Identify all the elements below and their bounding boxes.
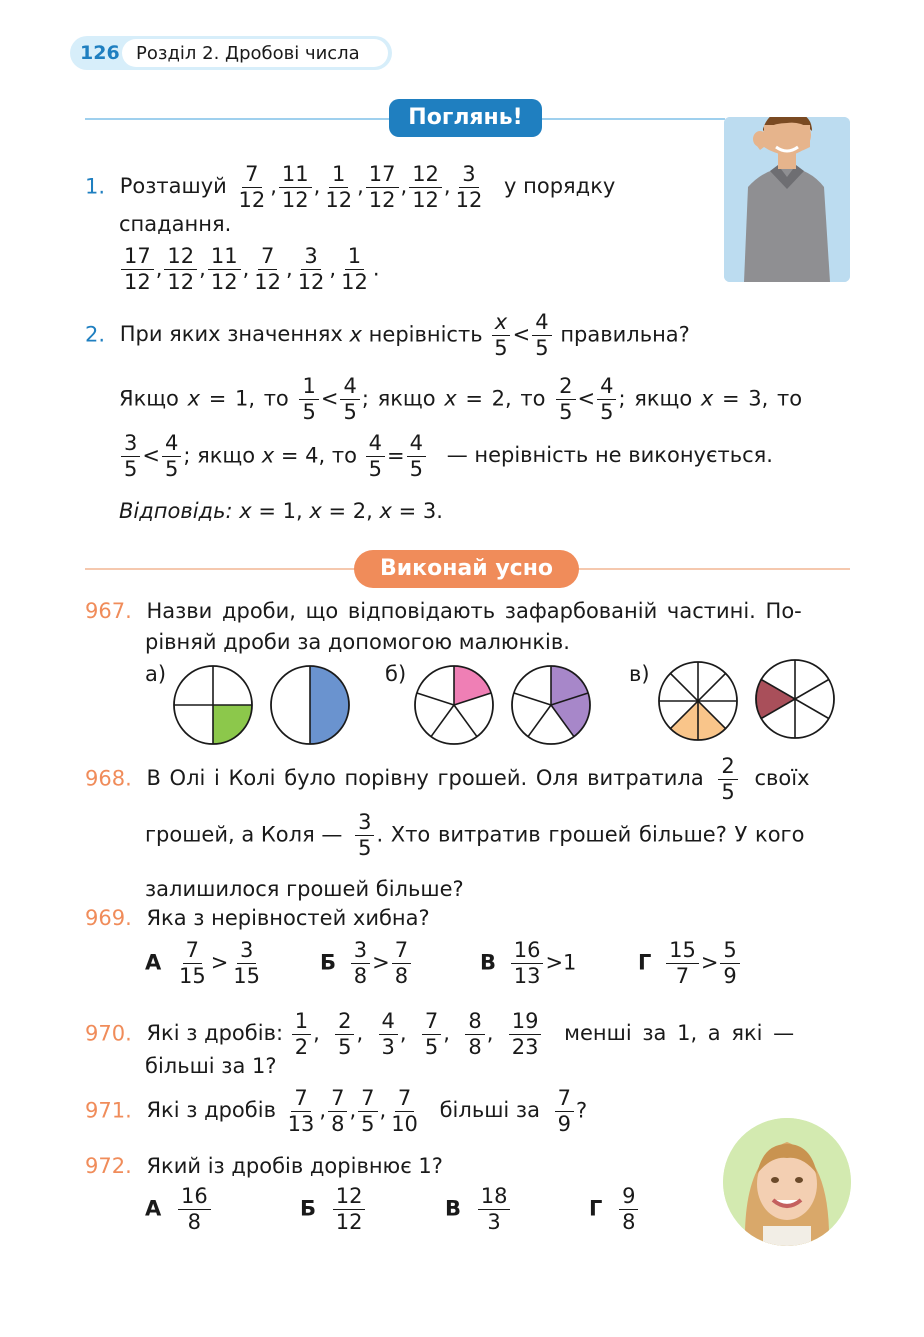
ex967-label-c: в)	[629, 662, 650, 686]
ex970-fractions: $\frac{1}{2}$ , $\frac{2}{5}$ , $\frac{4}{3}$ , $\frac{7}{5}$ , $\frac{8}{8}$ , $\frac{19}{23}$	[290, 1021, 544, 1045]
ex972-question: 972. Який із дробів дорівнює 1?	[85, 1154, 443, 1178]
ex1-answer-fraction: $\frac{3}{12}$	[297, 244, 325, 294]
ex2-q-var: x	[349, 322, 362, 347]
ex967-label-a: а)	[145, 662, 167, 686]
ex2-number: 2.	[85, 322, 106, 347]
ex971-fraction: $\frac{7}{10}$	[391, 1086, 418, 1136]
ex2-line1: Якщо x = 1, то $\frac{1}{5}$ < $\frac{4}{5}$ ; якщо x = 2, то $\frac{2}{5}$ < $\frac{4}{5}$ ; якщо x = 3, то	[119, 374, 803, 424]
ex1-text-a: Розташуй	[119, 174, 227, 199]
ex1-fraction: $\frac{7}{12}$	[238, 162, 266, 212]
ex1-text-c: спадання.	[119, 212, 232, 236]
ex1-fraction: $\frac{1}{12}$	[325, 162, 353, 212]
ex969-number: 969.	[85, 906, 132, 930]
ex967-line1: 967. Назви дроби, що відповідають зафарбованій частині. По-	[85, 599, 802, 623]
circle-b1	[415, 666, 493, 744]
ex1-fraction: $\frac{17}{12}$	[366, 162, 399, 213]
ex971-fraction: $\frac{7}{8}$	[328, 1086, 347, 1137]
ex1-fraction: $\frac{3}{12}$	[455, 162, 483, 212]
ex970-fraction: $\frac{4}{3}$	[379, 1009, 398, 1060]
ex1-answer: $\frac{17}{12}$ , $\frac{12}{12}$ , $\frac{11}{12}$ , $\frac{7}{12}$ , $\frac{3}{12}$ , $\frac{1}{12}$ .	[119, 244, 380, 295]
girl-photo	[723, 1118, 851, 1246]
ex1-answer-fraction: $\frac{1}{12}$	[341, 244, 368, 294]
ex967-line2: рівняй дроби за допомогою малюнків.	[145, 630, 570, 654]
ex970-number: 970.	[85, 1021, 132, 1046]
circle-a1	[174, 666, 252, 744]
ex2-q-b: нерівність	[368, 322, 483, 347]
ex970-fraction: $\frac{19}{23}$	[509, 1009, 542, 1060]
ex1-answer-fraction: $\frac{11}{12}$	[208, 244, 241, 295]
ex969-question: 969. Яка з нерівностей хибна?	[85, 906, 430, 930]
circle-b2	[512, 666, 590, 744]
ex2-q-frac-r: $\frac{4}{5}$	[532, 310, 551, 361]
ex971-number: 971.	[85, 1098, 132, 1123]
ex968-line2: грошей, а Коля — $\frac{3}{5}$ . Хто витратив грошей більше? У кого	[145, 810, 805, 860]
ex1-answer-fraction: $\frac{7}{12}$	[254, 244, 281, 294]
ex969-option-d: Г $\frac{15}{7}$ > $\frac{5}{9}$	[638, 938, 742, 989]
page-number: 126	[80, 42, 120, 64]
ex971-fractions: $\frac{7}{13}$ , $\frac{7}{8}$ , $\frac{7}{5}$ , $\frac{7}{10}$	[283, 1098, 423, 1122]
ex969-option-a: А $\frac{7}{15}$ > $\frac{3}{15}$	[145, 938, 261, 988]
boy-photo	[724, 117, 850, 282]
ex2-line2: $\frac{3}{5}$ < $\frac{4}{5}$ ; якщо x = 4, то $\frac{4}{5}$ = $\frac{4}{5}$ — нерівність не виконується.	[119, 431, 773, 482]
ex972-option-b: Б $\frac{12}{12}$	[300, 1184, 367, 1235]
ex1-fractions: $\frac{7}{12}$ , $\frac{11}{12}$ , $\frac{1}{12}$ , $\frac{17}{12}$ , $\frac{12}{12}$ , $\frac{3}{12}$	[234, 174, 488, 198]
circle-c1	[659, 662, 737, 740]
ex972-number: 972.	[85, 1154, 132, 1178]
ex970-fraction: $\frac{8}{8}$	[465, 1009, 484, 1060]
ex969-option-c: В $\frac{16}{13}$ >1	[480, 938, 577, 988]
fraction-circles	[170, 658, 840, 750]
ex972-option-c: В $\frac{18}{3}$	[445, 1184, 512, 1235]
ex971-fraction: $\frac{7}{13}$	[287, 1086, 315, 1136]
ex972-option-d: Г $\frac{9}{8}$	[589, 1184, 640, 1235]
ex971-fraction: $\frac{7}{5}$	[358, 1086, 377, 1137]
ex1-answer-fraction: $\frac{17}{12}$	[121, 244, 154, 295]
ex2-q-a: При яких значеннях	[119, 322, 343, 347]
ex970-fraction: $\frac{7}{5}$	[422, 1009, 441, 1060]
ex968-number: 968.	[85, 766, 132, 791]
ex970-line2: більші за 1?	[145, 1054, 277, 1078]
ex970-line1: 970. Які з дробів: $\frac{1}{2}$ , $\frac{2}{5}$ , $\frac{4}{3}$ , $\frac{7}{5}$ , $\frac{8}{8}$ , $\frac{19}{23}$ менші за 1, а які —	[85, 1009, 795, 1059]
ex2-answer: Відповідь: x = 1, x = 2, x = 3.	[119, 499, 443, 523]
ex970-fraction: $\frac{1}{2}$	[292, 1009, 311, 1060]
ex1-fraction: $\frac{11}{12}$	[279, 162, 312, 213]
ex971-line: 971. Які з дробів $\frac{7}{13}$ , $\frac{7}{8}$ , $\frac{7}{5}$ , $\frac{7}{10}$ більші за $\frac{7}{9}$ ?	[85, 1086, 588, 1136]
ex2-q-frac-l: $\frac{x}{5}$	[491, 310, 510, 361]
ex972-option-a: А $\frac{16}{8}$	[145, 1184, 213, 1235]
ex968-line1: 968. В Олі і Колі було порівну грошей. Оля витратила $\frac{2}{5}$ своїх	[85, 754, 810, 804]
circle-a2	[271, 666, 349, 744]
ex967-label-b: б)	[385, 662, 407, 686]
section-title: Розділ 2. Дробові числа	[136, 43, 360, 64]
ex970-fraction: $\frac{2}{5}$	[335, 1009, 354, 1060]
ex2-question: 2. При яких значеннях x нерівність $\frac{x}{5}$ < $\frac{4}{5}$ правильна?	[85, 310, 690, 360]
ex969-option-b: Б $\frac{3}{8}$ > $\frac{7}{8}$	[320, 938, 413, 989]
ex1-fraction: $\frac{12}{12}$	[409, 162, 442, 213]
look-banner: Поглянь!	[389, 99, 542, 137]
ex1-answer-fraction: $\frac{12}{12}$	[164, 244, 197, 295]
ex1-line1	[85, 162, 615, 213]
ex968-line3: залишилося грошей більше?	[145, 877, 464, 901]
ex1-number: 1.	[85, 174, 106, 199]
ex967-number: 967.	[85, 599, 132, 623]
circle-c2	[756, 660, 834, 738]
oral-banner: Виконай усно	[354, 550, 579, 588]
ex2-q-c: правильна?	[560, 322, 690, 347]
ex1-text-b: у порядку	[504, 174, 616, 199]
